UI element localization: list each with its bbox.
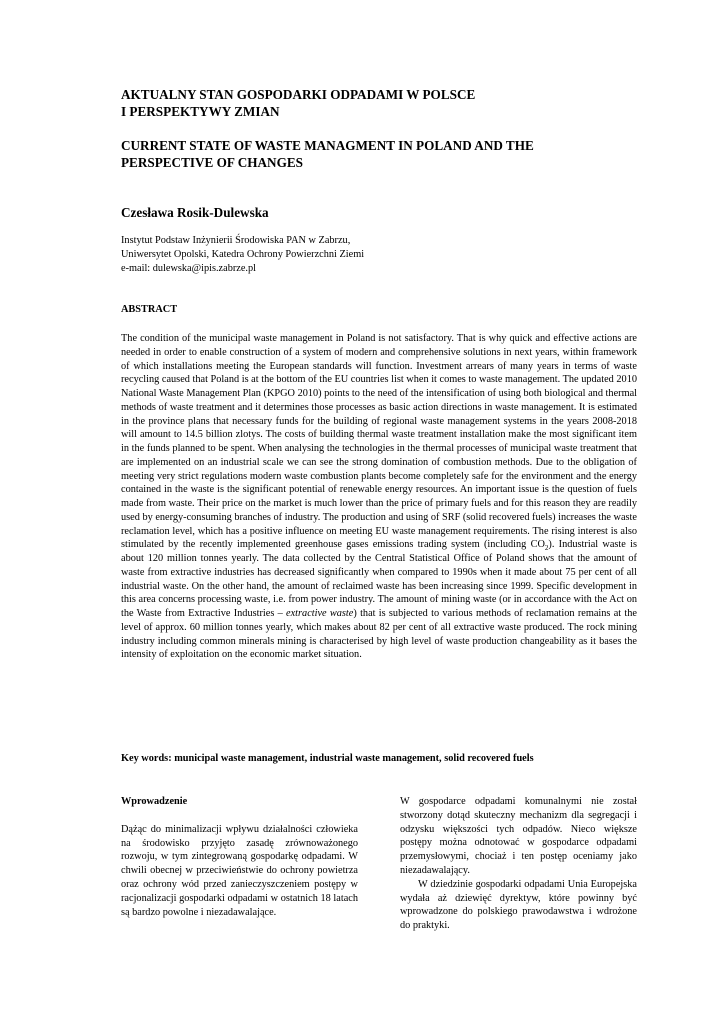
keywords: Key words: municipal waste management, industrial waste management, solid recovered fuels <box>121 753 534 764</box>
affiliation-institute: Instytut Podstaw Inżynierii Środowiska PAN w Zabrzu, <box>121 235 351 246</box>
abstract-text <box>121 332 637 662</box>
author-name: Czesława Rosik-Dulewska <box>121 205 269 220</box>
title-polish-line-2: I PERSPEKTYWY ZMIAN <box>121 104 280 119</box>
affiliation <box>121 234 601 275</box>
section-heading-introduction: Wprowadzenie <box>121 796 188 807</box>
title-english <box>121 137 601 171</box>
affiliation-university: Uniwersytet Opolski, Katedra Ochrony Powierzchni Ziemi <box>121 248 365 260</box>
abstract-heading: ABSTRACT <box>121 304 178 315</box>
abstract-part-2: ). Industrial waste is about 120 million tonnes yearly. The data collected by the Central Statistical Office of Poland shows that the amount of waste from extractive industries has decreased significantly when compared to 1990s when it made about 75 per cent of all industrial waste. On the other hand, the amount of reclaimed waste has been increasing since 1999. Specific development in this area concerns processing waste, i.e. from power industry. The amount of mining waste (or in accordance with the Act on the Waste from Extractive Industries – <box>121 539 637 619</box>
title-polish-line-1: AKTUALNY STAN GOSPODARKI ODPADAMI W POLSCE <box>121 87 476 102</box>
affiliation-email: e-mail: dulewska@ipis.zabrze.pl <box>121 262 257 274</box>
title-english-line-2: PERSPECTIVE OF CHANGES <box>121 155 303 170</box>
intro-paragraph-3: W dziedzinie gospodarki odpadami Unia Europejska wydała aż dziewięć dyrektyw, które powinny być wprowadzone do polskiego prawodawstwa i wdrożone do praktyki. <box>400 878 637 932</box>
co2-subscript: 2 <box>544 544 549 553</box>
left-column <box>121 795 358 919</box>
title-polish <box>121 86 601 120</box>
intro-paragraph-2: W gospodarce odpadami komunalnymi nie został stworzony dotąd skuteczny mechanizm dla segregacji i odzysku większości tych odpadów. Nieco większe postępy można odnotować w gospodarce odpadami przemysłowymi, chociaż i ten postęp oceniamy jako niezadawalający. <box>400 796 637 876</box>
abstract-part-3: ) that is subjected to various methods of reclamation remains at the level of approx. 60 million tonnes yearly, which makes about 82 per cent of all extractive waste produced. The rock mining industry including common minerals mining is characterised by high level of waste production changeability as it bases the intensity of exploitation on the economic market situation. <box>121 608 637 661</box>
abstract-italic-term: extractive waste <box>286 608 354 619</box>
right-column <box>400 795 637 933</box>
title-english-line-1: CURRENT STATE OF WASTE MANAGMENT IN POLAND AND THE <box>121 138 534 153</box>
intro-paragraph-1: Dążąc do minimalizacji wpływu działalności człowieka na środowisko przyjęto zasadę zrównoważonego rozwoju, w tym zintegrowaną gospodarkę odpadami. W chwili obecnej w przeciwieństwie do ochrony powietrza oraz ochrony wód przed zanieczyszczeniem postępy w racjonalizacji gospodarki odpadami w ostatnich 18 latach są bardzo powolne i niezadawalające. <box>121 823 358 918</box>
abstract-part-1: The condition of the municipal waste management in Poland is not satisfactory. That is why quick and effective actions are needed in order to enable construction of a system of modern and comprehensive solutions in next years, within framework of which installations meeting the European standards will function. Investment arrears of many years in terms of waste recycling caused that Poland is at the bottom of the EU countries list when it comes to waste management. The updated 2010 National Waste Management Plan (KPGO 2010) points to the need of the intensification of using both biological and thermal methods of waste treatment and it determines those processes as basic action directions in waste management. It is estimated in the province plans that necessary funds for the building of regional waste management systems in the years 2008-2018 will amount to 14.5 billion zlotys. The costs of building thermal waste treatment installation make the most significant item in the funds planned to be spent. When analysing the technologies in the thermal processes of municipal waste treatment that are implemented on an industrial scale we can see the strong domination of combustion methods. Due to the obligation of meeting very strict regulations modern waste combustion plants become completely safe for the environment and the energy contained in the waste is the significant potential of renewable energy resources. An important issue is the question of fuels made from waste. Their price on the market is much lower than the price of primary fuels and for this reason they are readily used by energy-consuming branches of industry. The production and using of SRF (solid recovered fuels) increases the waste reclamation level, which has a positive influence on meeting EU waste management requirements. The rising interest is also stimulated by the recently implemented greenhouse gases emissions trading system (including CO <box>121 333 638 551</box>
